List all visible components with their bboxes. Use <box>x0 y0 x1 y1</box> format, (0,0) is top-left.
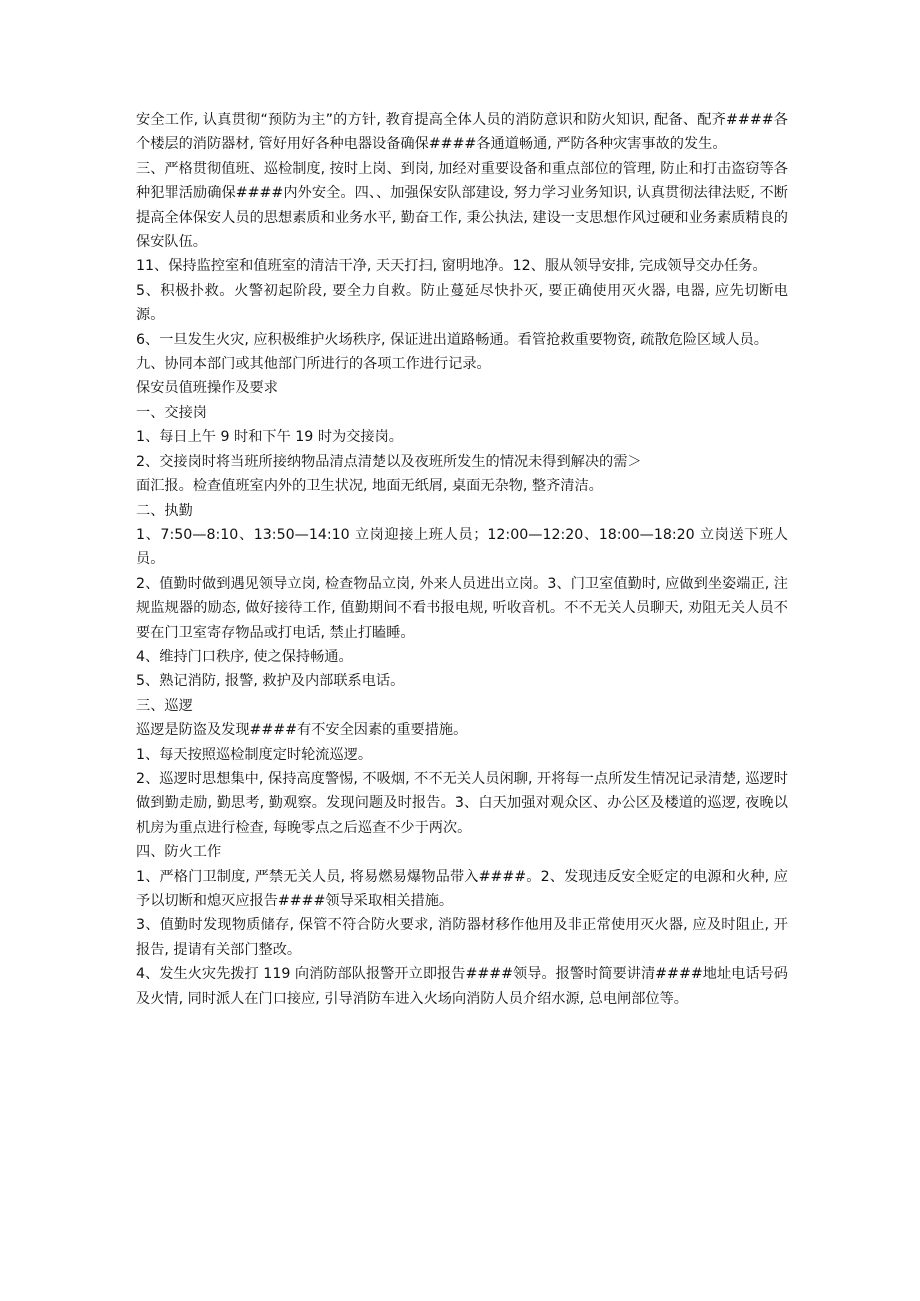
paragraph-duty-5: 5、熟记消防, 报警, 救护及内部联系电话。 <box>136 673 405 690</box>
paragraph-handover-2-cont: 面汇报。检查值班室内外的卫生状况, 地面无纸屑, 桌面无杂物, 整齐清洁。 <box>136 478 603 495</box>
paragraph-fire-1-2: 1、严格门卫制度, 严禁无关人员, 将易燃易爆物品带入####。2、发现违反安全贬定的电源和火种, 应予以切断和熄灭应报告####领导采取相关措施。 <box>136 868 788 909</box>
paragraph-duty-4: 4、维持门口秩序, 使之保持畅通。 <box>136 648 353 665</box>
heading-guard-duty: 保安员值班操作及要求 <box>136 380 278 397</box>
paragraph-patrol-1: 1、每天按照巡检制度定时轮流巡逻。 <box>136 746 373 763</box>
paragraph-fire-3: 3、值勤时发现物质储存, 保管不符合防火要求, 消防器材移作他用及非正常使用灭火器, 应及时阻止, 开报告, 提请有关部门整改。 <box>136 917 788 958</box>
heading-patrol: 三、巡逻 <box>136 697 193 714</box>
paragraph-duty-1: 1、7:50—8:10、13:50—14:10 立岗迎接上班人员；12:00—12:20、18:00—18:20 立岗送下班人员。 <box>136 526 788 568</box>
paragraph-section-nine: 九、协同本部门或其他部门所进行的各项工作进行记录。 <box>136 356 491 373</box>
paragraph-fire-safety-intro: 安全工作, 认真贯彻“预防为主”的方针, 教育提高全体人员的消防意识和防火知识, 配备、配齐####各个楼层的消防器材, 管好用好各种电器设备确保####各通道畅通, 严防各种灾害事故的发生。 <box>136 112 788 153</box>
heading-handover: 一、交接岗 <box>136 404 207 421</box>
paragraph-item-11-12: 11、保持监控室和值班室的清洁干净, 天天打扫, 窗明地净。12、服从领导安排, 完成领导交办任务。 <box>136 258 767 275</box>
paragraph-patrol-intro: 巡逻是防盗及发现####有不安全因素的重要措施。 <box>136 722 468 739</box>
heading-fire-prevention: 四、防火工作 <box>136 844 222 861</box>
paragraph-item-5-rescue: 5、积极扑救。火警初起阶段, 要全力自救。防止蔓延尽快扑灭, 要正确使用灭火器, 电器, 应先切断电源。 <box>136 282 788 324</box>
paragraph-patrol-2-3: 2、巡逻时思想集中, 保持高度警惕, 不吸烟, 不不无关人员闲聊, 开将每一点所发生情况记录清楚, 巡逻时做到勤走励, 勤思考, 勤观察。发现问题及时报告。3、白天加强对观众区、办公区及楼道的巡逻, 夜晚以机房为重点进行检查, 每晚零点之后巡查不少于两次。 <box>136 770 788 836</box>
document-body <box>136 108 788 1011</box>
paragraph-fire-4: 4、发生火灾先拨打 119 向消防部队报警开立即报告####领导。报警时简要讲清####地址电话号码及火情, 同时派人在门口接应, 引导消防车进入火场向消防人员介绍水源, 总电闸部位等。 <box>136 966 788 1007</box>
paragraph-item-6-fire-order: 6、一旦发生火灾, 应积极维护火场秩序, 保证进出道路畅通。看管抢救重要物资, 疏散危险区域人员。 <box>136 331 768 348</box>
heading-on-duty: 二、执勤 <box>136 502 193 519</box>
paragraph-duty-2-3: 2、值勤时做到遇见领导立岗, 检查物品立岗, 外来人员进出立岗。3、门卫室值勤时, 应做到坐姿端正, 注规监规器的励态, 做好接待工作, 值勤期间不看书报电规, 听收音机。不不无关人员聊天, 劝阻无关人员不要在门卫室寄存物品或打电话, 禁止打瞌睡。 <box>136 575 788 641</box>
paragraph-handover-1: 1、每日上午 9 时和下午 19 时为交接岗。 <box>136 429 403 446</box>
paragraph-section-three: 三、严格贯彻值班、巡检制度, 按时上岗、到岗, 加经对重要设备和重点部位的管理, 防止和打击盗窃等各种犯罪活励确保####内外安全。四、、加强保安队部建设, 努力学习业务知识, 认真贯彻法律法贬, 不断提高全体保安人员的思想素质和业务水平, 勤奋工作, 秉公执法, 建设一支思想作风过硬和业务素质精良的保安队伍。 <box>136 160 788 251</box>
paragraph-handover-2: 2、交接岗时将当班所接纳物品清点清楚以及夜班所发生的情况未得到解决的需＞ <box>136 453 642 470</box>
